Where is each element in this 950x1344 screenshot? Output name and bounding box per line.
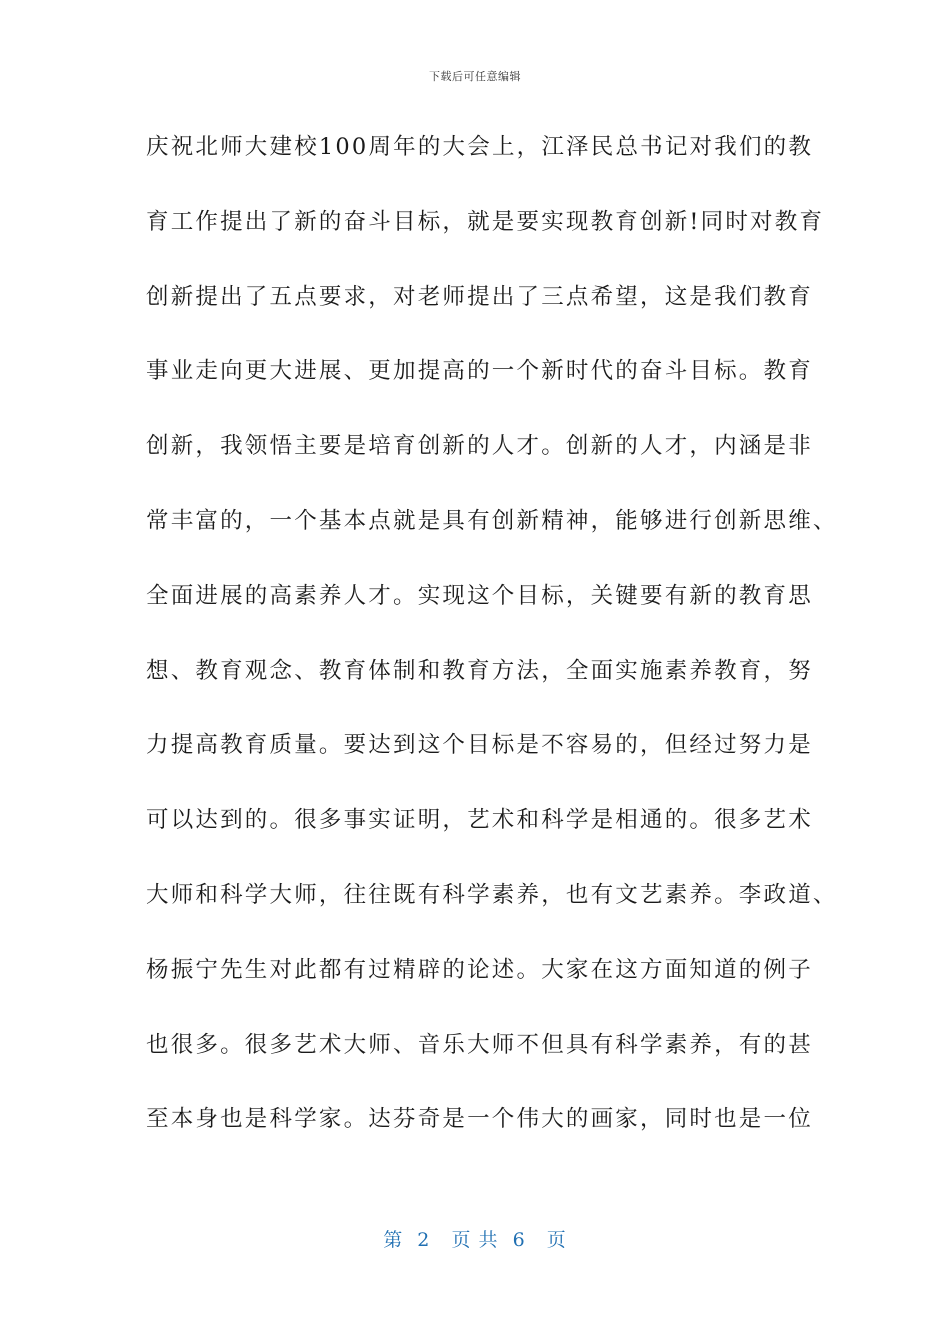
- body-line: 至本身也是科学家。达芬奇是一个伟大的画家，同时也是一位: [146, 1106, 813, 1133]
- body-line: 常丰富的，一个基本点就是具有创新精神，能够进行创新思维、: [146, 507, 838, 534]
- body-line: 大师和科学大师，往往既有科学素养，也有文艺素养。李政道、: [146, 881, 838, 908]
- document-body: [146, 125, 838, 1172]
- body-line: 全面进展的高素养人才。实现这个目标，关键要有新的教育思: [146, 582, 813, 609]
- body-line: 也很多。很多艺术大师、音乐大师不但具有科学素养，有的甚: [146, 1031, 813, 1058]
- body-line: 事业走向更大进展、更加提高的一个新时代的奋斗目标。教育: [146, 358, 813, 385]
- body-line: 育工作提出了新的奋斗目标，就是要实现教育创新!同时对教育: [146, 208, 825, 235]
- page-header: 下载后可任意编辑: [429, 70, 521, 83]
- body-line: 力提高教育质量。要达到这个目标是不容易的，但经过努力是: [146, 732, 813, 759]
- body-line: 创新提出了五点要求，对老师提出了三点希望，这是我们教育: [146, 283, 813, 310]
- body-line: 创新，我领悟主要是培育创新的人才。创新的人才，内涵是非: [146, 433, 813, 460]
- body-line: 可以达到的。很多事实证明，艺术和科学是相通的。很多艺术: [146, 807, 813, 834]
- body-line: 杨振宁先生对此都有过精辟的论述。大家在这方面知道的例子: [146, 956, 813, 983]
- body-line: 想、教育观念、教育体制和教育方法，全面实施素养教育，努: [146, 657, 813, 684]
- page-footer: 第 2 页 共 6 页: [383, 1229, 567, 1251]
- body-line: 庆祝北师大建校100周年的大会上，江泽民总书记对我们的教: [146, 134, 814, 160]
